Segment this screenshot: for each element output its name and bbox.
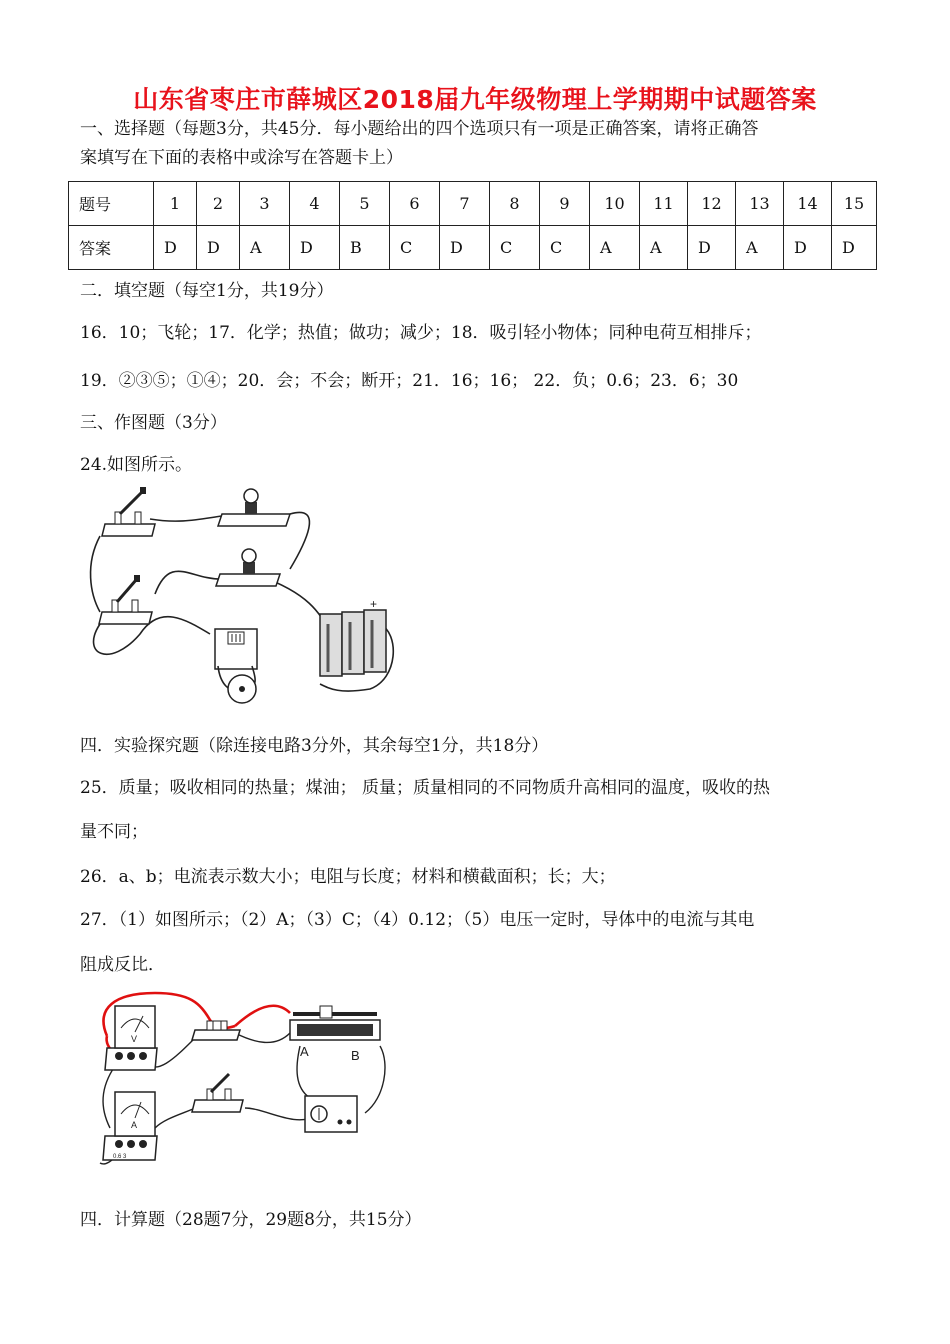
item27-line2: 阻成反比． [80,955,165,975]
ammeter-label: A [131,1120,138,1130]
section3-heading: 三、作图题（3分） [80,413,227,433]
table-cell: 4 [290,182,340,226]
table-cell: C [390,226,440,270]
table-cell: D [784,226,832,270]
battery-plus-sign: + [370,597,378,611]
item25-line2: 量不同； [80,822,148,842]
circuit-figure-1 [80,484,410,712]
table-cell: A [590,226,640,270]
electric-bell [215,629,257,703]
table-cell: 1 [154,182,197,226]
table-cell: D [290,226,340,270]
item24-text: 24.如图所示。 [80,455,193,475]
section4-heading: 四．实验探究题（除连接电路3分外，其余每空1分，共18分） [80,736,549,756]
table-cell: C [540,226,590,270]
table-cell: 5 [340,182,390,226]
switch [192,1074,243,1112]
ammeter [103,1092,157,1160]
section1-line1: 一、选择题（每题3分，共45分．每小题给出的四个选项只有一项是正确答案，请将正确答 [80,119,759,139]
table-cell: 8 [490,182,540,226]
table-cell: D [440,226,490,270]
switch-2 [99,575,152,624]
sliding-rheostat [290,1006,380,1063]
table-cell: 15 [832,182,877,226]
row-label-answer: 答案 [69,226,154,270]
lamp-1 [218,489,290,526]
table-cell: D [197,226,240,270]
table-cell: 9 [540,182,590,226]
table-row-answers [69,226,877,270]
circuit-figure-2 [95,988,395,1168]
power-supply [305,1096,357,1132]
table-cell: C [490,226,540,270]
answer-table [68,181,877,270]
terminal-a-label: A [300,1044,309,1059]
section1-line2: 案填写在下面的表格中或涂写在答题卡上） [80,148,403,168]
fixed-resistor [192,1021,240,1040]
table-cell: 3 [240,182,290,226]
row-label-number: 题号 [69,182,154,226]
table-cell: 10 [590,182,640,226]
section5-heading: 四．计算题（28题7分，29题8分，共15分） [80,1210,422,1230]
ammeter-scale: 0.6 3 [113,1154,127,1160]
table-cell: 2 [197,182,240,226]
table-cell: D [154,226,197,270]
voltmeter [105,1006,157,1070]
table-cell: A [640,226,688,270]
table-cell: D [832,226,877,270]
section2-line1: 16．10；飞轮；17．化学；热值；做功；减少；18．吸引轻小物体；同种电荷互相排斥； [80,323,762,343]
table-cell: 7 [440,182,490,226]
switch-1 [102,487,155,536]
voltmeter-label: V [131,1034,138,1044]
table-row-numbers [69,182,877,226]
battery-pack [320,597,386,676]
table-cell: A [736,226,784,270]
table-cell: D [688,226,736,270]
table-cell: B [340,226,390,270]
lamp-2 [216,549,280,586]
table-cell: 13 [736,182,784,226]
table-cell: 12 [688,182,736,226]
section2-heading: 二．填空题（每空1分，共19分） [80,281,334,301]
table-cell: A [240,226,290,270]
item27-line1: 27．（1）如图所示；（2）A；（3）C；（4）0.12；（5）电压一定时，导体中的电流与其电 [80,910,755,930]
table-cell: 14 [784,182,832,226]
terminal-b-label: B [351,1048,360,1063]
table-cell: 6 [390,182,440,226]
item25-line1: 25．质量；吸收相同的热量；煤油； 质量；质量相同的不同物质升高相同的温度，吸收的热 [80,778,771,798]
item26-text: 26．a、b；电流表示数大小；电阻与长度；材料和横截面积；长；大； [80,867,616,887]
table-cell: 11 [640,182,688,226]
section2-line2: 19．②③⑤；①④；20．会；不会；断开；21．16；16； 22．负；0.6；23．6；30 [80,371,739,391]
page-title: 山东省枣庄市薛城区2018届九年级物理上学期期中试题答案 [133,85,817,114]
